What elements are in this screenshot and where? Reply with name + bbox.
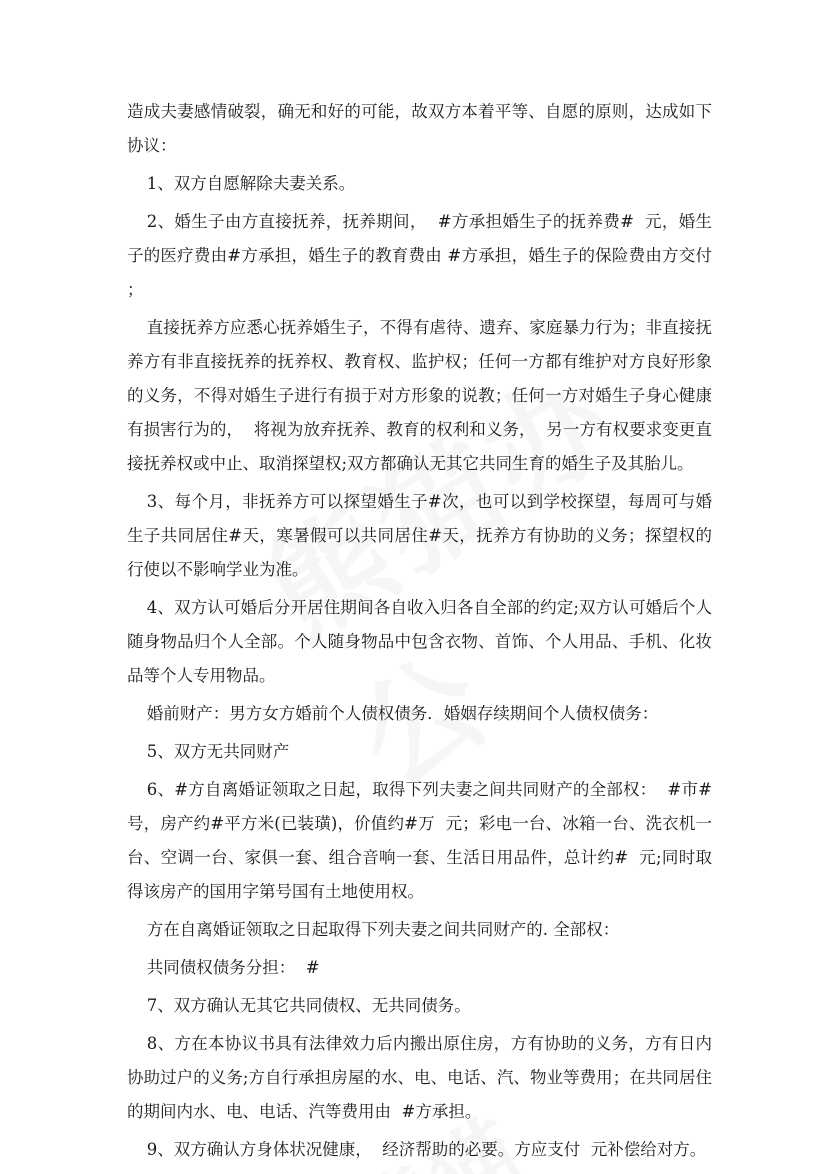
paragraph-clause-6: 6、#方自离婚证领取之日起，取得下列夫妻之间共同财产的全部权： #市#号，房产约#平方米(已装璜)，价值约#万 元；彩电一台、冰箱一台、洗衣机一台、空调一台、家俱一套、组合音响一套、生活日用品件，总计约# 元;同时取得该房产的国用字第号国有土地使用权。 xyxy=(127,780,712,901)
paragraph-clause-3: 3、每个月，非抚养方可以探望婚生子#次，也可以到学校探望，每周可与婚生子共同居住#天，寒暑假可以共同居住#天，抚养方有协助的义务；探望权的行使以不影响学业为准。 xyxy=(127,492,712,579)
paragraph-custody-duties: 直接抚养方应悉心抚养婚生子，不得有虐待、遗弃、家庭暴力行为；非直接抚养方有非直接抚养的抚养权、教育权、监护权；任何一方都有维护对方良好形象的义务，不得对婚生子进行有损于对方形象的说教；任何一方对婚生子身心健康有损害行为的， 将视为放弃抚养、教育的权利和义务， 另一方有权要求变更直接抚养权或中止、取消探望权;双方都确认无其它共同生育的婚生子及其胎儿。 xyxy=(127,318,712,473)
document-body xyxy=(127,95,718,1171)
paragraph-clause-7: 7、双方确认无其它共同债权、无共同债务。 xyxy=(146,996,471,1015)
paragraph-debt-sharing: 共同债权债务分担： # xyxy=(146,958,320,977)
paragraph-clause-9: 9、双方确认方身体状况健康， 经济帮助的必要。方应支付 元补偿给对方。 xyxy=(146,1140,707,1159)
paragraph-clause-8: 8、方在本协议书具有法律效力后内搬出原住房，方有协助的义务，方有日内协助过户的义务;方自行承担房屋的水、电、电话、汽、物业等费用；在共同居住的期间内水、电、电话、汽等费用由 #方承担。 xyxy=(127,1034,712,1121)
paragraph-clause-1: 1、双方自愿解除夫妻关系。 xyxy=(146,174,356,193)
paragraph-intro: 造成夫妻感情破裂，确无和好的可能，故双方本着平等、自愿的原则，达成如下协议： xyxy=(127,102,712,155)
paragraph-premarital-property: 婚前财产：男方女方婚前个人债权债务．婚姻存续期间个人债权债务： xyxy=(146,704,659,723)
paragraph-clause-4: 4、双方认可婚后分开居住期间各自收入归各自全部的约定;双方认可婚后个人随身物品归个人全部。个人随身物品中包含衣物、首饰、个人用品、手机、化妆品等个人专用物品。 xyxy=(127,598,712,685)
paragraph-joint-property: 方在自离婚证领取之日起取得下列夫妻之间共同财产的. 全部权： xyxy=(146,920,620,939)
paragraph-clause-5: 5、双方无共同财产 xyxy=(146,742,290,761)
paragraph-clause-2: 2、婚生子由方直接抚养，抚养期间， #方承担婚生子的抚养费# 元，婚生子的医疗费由#方承担，婚生子的教育费由 #方承担，婚生子的保险费由方交付 ； xyxy=(127,212,718,299)
